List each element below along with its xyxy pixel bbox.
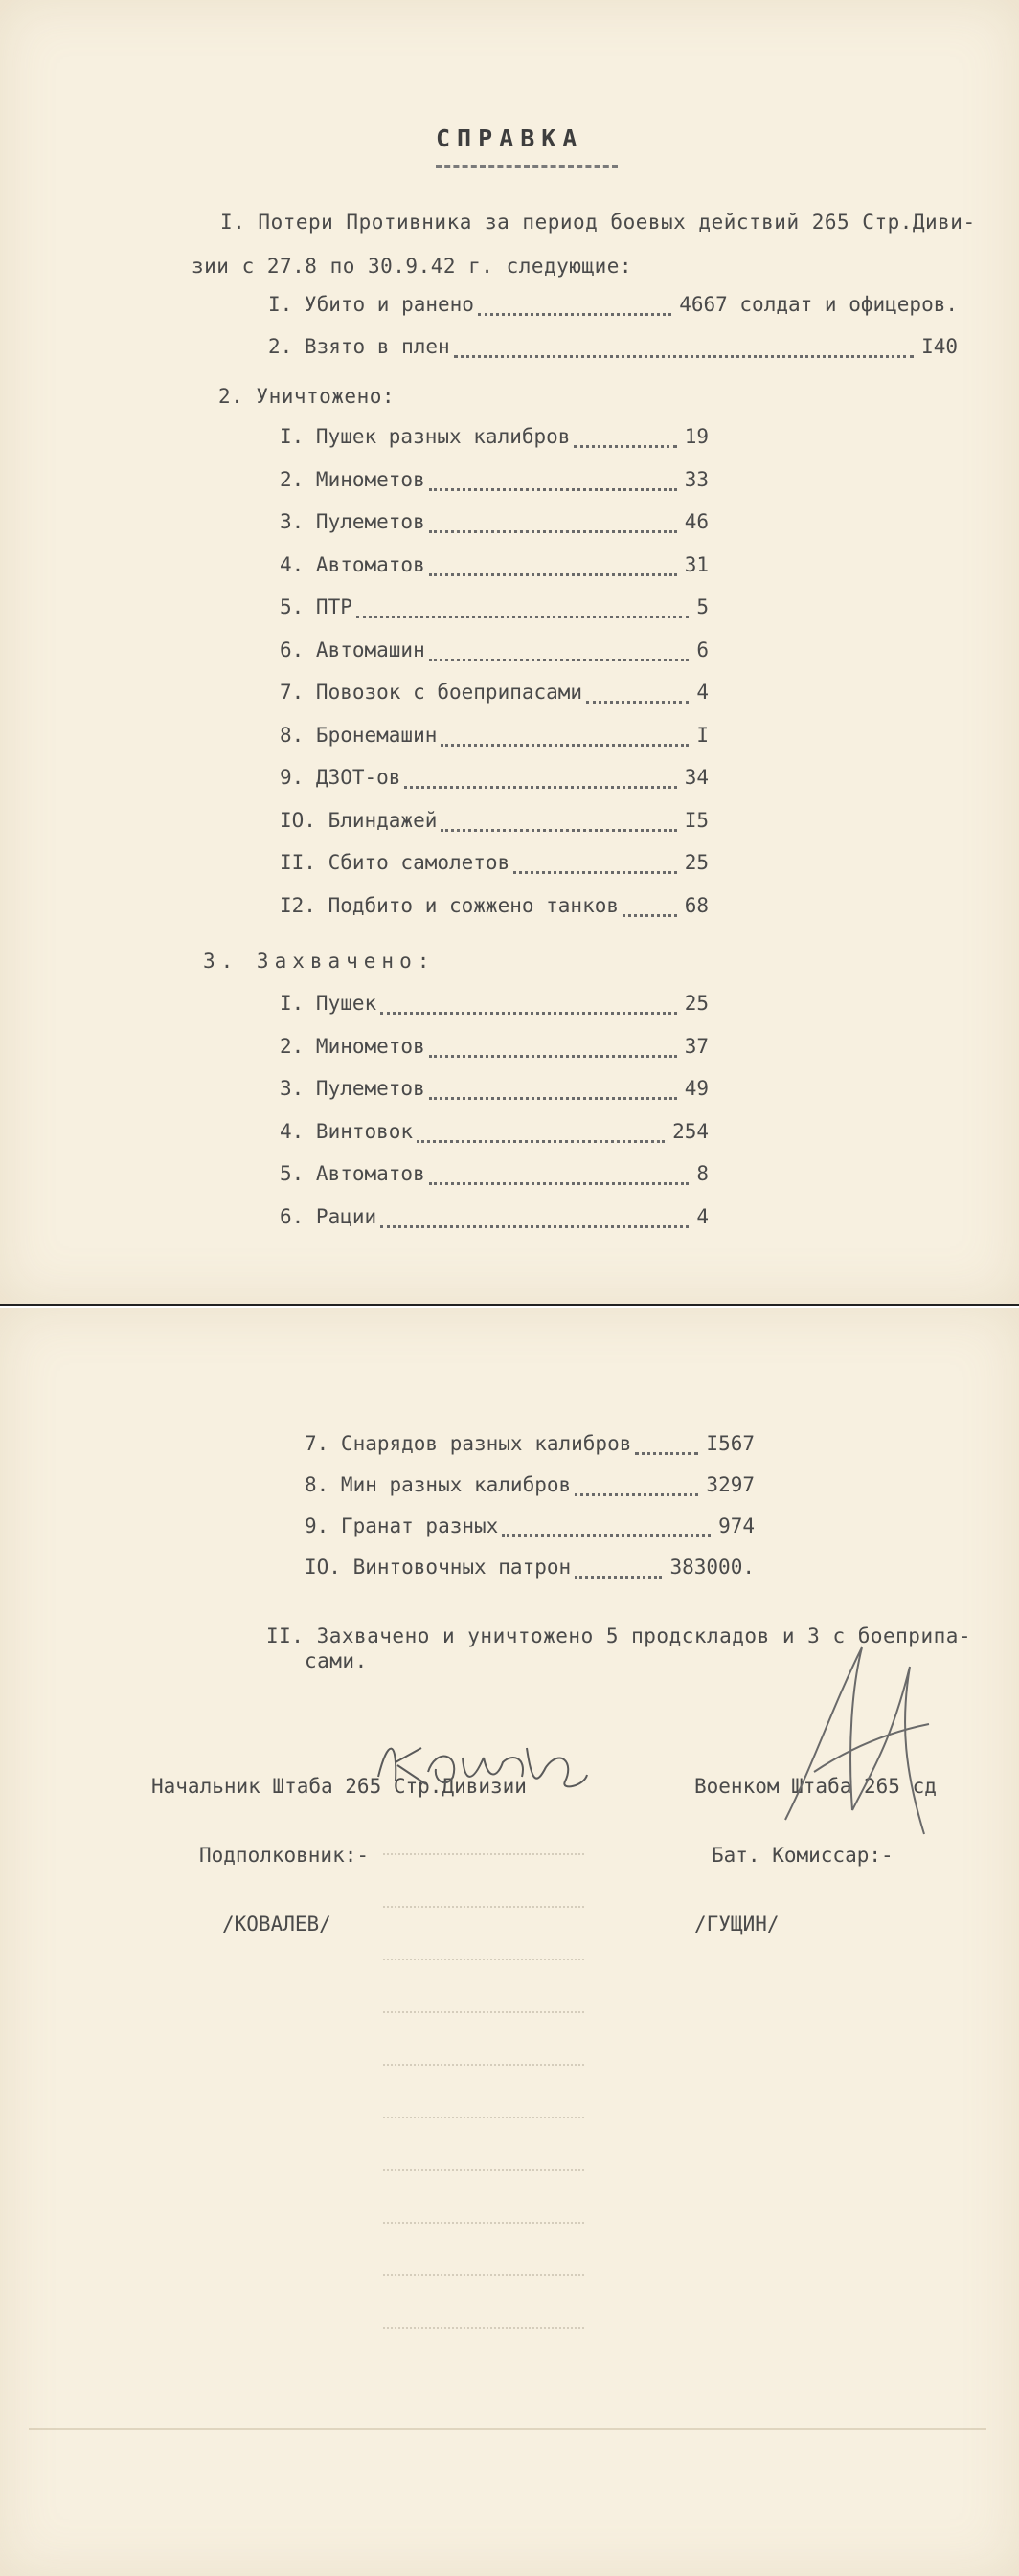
leader-dots [454, 355, 914, 358]
list-item [268, 335, 958, 364]
leader-dots [429, 530, 677, 533]
leader-dots [574, 445, 677, 448]
list-item [280, 1162, 709, 1191]
list-item [280, 851, 709, 880]
item-label: 9. Гранат разных [305, 1514, 499, 1537]
intro-line-1: I. Потери Противника за период боевых действий 265 Стр.Диви- [220, 211, 976, 234]
list-item [280, 510, 709, 539]
faint-line [383, 2064, 584, 2066]
item-value: 4667 солдат и офицеров. [679, 293, 958, 316]
list-item [280, 468, 709, 497]
leader-dots [404, 786, 677, 789]
leader-dots [429, 1097, 677, 1100]
item-value: 4 [696, 1204, 709, 1228]
item-value: 974 [718, 1514, 755, 1537]
item-label: 8. Бронемашин [280, 723, 438, 747]
item-label: 3. Пулеметов [280, 1077, 425, 1100]
item-label: 2. Минометов [280, 1034, 425, 1058]
section-2-line-1: II. Захвачено и уничтожено 5 продскладов и 3 с боеприпа- [266, 1624, 972, 1647]
item-value: 3297 [706, 1473, 755, 1496]
item-label: I. Пушек [280, 992, 377, 1015]
left-signatory-rank: Подполковник:- [199, 1844, 370, 1867]
faint-line [383, 1906, 584, 1908]
left-signatory-name: /КОВАЛЕВ/ [222, 1913, 331, 1936]
leader-dots [513, 871, 677, 874]
item-value: 19 [684, 425, 709, 448]
item-value: 383000. [669, 1556, 755, 1579]
list-item [280, 809, 709, 838]
item-value: 5 [696, 595, 709, 618]
leader-dots [441, 829, 677, 832]
item-value: 25 [684, 992, 709, 1015]
item-value: 68 [684, 893, 709, 917]
list-item [280, 894, 709, 923]
list-item [280, 1120, 709, 1149]
leader-dots [429, 488, 677, 491]
section-2-line-2: сами. [305, 1649, 368, 1672]
faint-line [383, 1853, 584, 1855]
list-item [280, 1035, 709, 1064]
list-item [280, 595, 709, 624]
list-item [280, 766, 709, 795]
left-signatory-title: Начальник Штаба 265 Стр.Дивизии [151, 1775, 527, 1798]
item-value: 25 [684, 851, 709, 874]
item-value: 49 [684, 1077, 709, 1100]
item-label: 4. Автоматов [280, 552, 425, 576]
item-label: 8. Мин разных калибров [305, 1473, 572, 1496]
leader-dots [356, 616, 689, 618]
list-item [280, 724, 709, 752]
leader-dots [623, 914, 677, 917]
item-label: 6. Рации [280, 1204, 377, 1228]
item-value: 37 [684, 1034, 709, 1058]
document-page-2 [0, 1308, 1019, 2576]
leader-dots [502, 1534, 711, 1537]
item-label: IO. Винтовочных патрон [305, 1556, 572, 1579]
faint-line [383, 2327, 584, 2329]
leader-dots [380, 1012, 677, 1015]
leader-dots [429, 573, 677, 576]
item-value: 254 [672, 1119, 709, 1143]
item-value: 31 [684, 552, 709, 576]
leader-dots [429, 1055, 677, 1058]
handwritten-signature-kovalev [369, 1729, 589, 1796]
faint-line [383, 2117, 584, 2118]
list-item [305, 1432, 755, 1461]
right-signatory-title: Военком Штаба 265 сд [694, 1775, 937, 1798]
right-signatory-name: /ГУЩИН/ [694, 1913, 780, 1936]
list-item [280, 681, 709, 709]
item-value: 4 [696, 681, 709, 704]
item-label: 3. Пулеметов [280, 510, 425, 533]
list-item [280, 553, 709, 582]
faint-line [383, 1959, 584, 1960]
leader-dots [417, 1140, 665, 1143]
paper-crease [29, 2428, 986, 2430]
document-title: СПРАВКА [436, 124, 584, 152]
list-item [280, 425, 709, 454]
list-item [280, 1077, 709, 1106]
leader-dots [429, 1182, 689, 1185]
captured-heading: 3. Захвачено: [203, 950, 436, 973]
title-underline [436, 165, 618, 168]
item-label: 7. Снарядов разных калибров [305, 1432, 632, 1455]
list-item [280, 638, 709, 667]
handwritten-signature-gushchin [757, 1628, 948, 1848]
faint-line [383, 2222, 584, 2224]
item-label: 2. Минометов [280, 467, 425, 491]
item-label: IO. Блиндажей [280, 808, 438, 832]
list-item [280, 992, 709, 1020]
leader-dots [429, 659, 689, 661]
item-label: 5. Автоматов [280, 1162, 425, 1185]
item-value: I [696, 723, 709, 747]
item-label: I. Убито и ранено [268, 293, 474, 316]
item-label: I. Пушек разных калибров [280, 425, 571, 448]
item-label: 7. Повозок с боеприпасами [280, 681, 583, 704]
leader-dots [635, 1452, 698, 1455]
list-item [305, 1556, 755, 1584]
item-label: 4. Винтовок [280, 1119, 414, 1143]
item-value: 6 [696, 638, 709, 661]
item-value: 46 [684, 510, 709, 533]
item-label: II. Сбито самолетов [280, 851, 510, 874]
leader-dots [380, 1225, 689, 1228]
faint-line [383, 2169, 584, 2171]
faint-line [383, 2274, 584, 2276]
item-label: I2. Подбито и сожжено танков [280, 893, 620, 917]
intro-line-2: зии с 27.8 по 30.9.42 г. следующие: [192, 255, 633, 278]
leader-dots [586, 701, 689, 704]
item-value: 8 [696, 1162, 709, 1185]
list-item [305, 1473, 755, 1502]
list-item [305, 1514, 755, 1543]
item-value: 34 [684, 766, 709, 789]
leader-dots [441, 744, 689, 747]
faint-line [383, 2011, 584, 2013]
item-label: 6. Автомашин [280, 638, 425, 661]
leader-dots [575, 1576, 662, 1579]
list-item [268, 293, 958, 322]
leader-dots [575, 1493, 698, 1496]
list-item [280, 1205, 709, 1234]
item-label: 5. ПТР [280, 595, 352, 618]
item-value: I567 [706, 1432, 755, 1455]
destroyed-heading: 2. Уничтожено: [218, 385, 396, 408]
right-signatory-rank: Бат. Комиссар:- [712, 1844, 894, 1867]
item-value: I40 [921, 335, 958, 358]
item-label: 2. Взято в плен [268, 335, 450, 358]
item-value: 33 [684, 467, 709, 491]
leader-dots [478, 313, 671, 316]
item-value: I5 [684, 808, 709, 832]
item-label: 9. ДЗОТ-ов [280, 766, 401, 789]
